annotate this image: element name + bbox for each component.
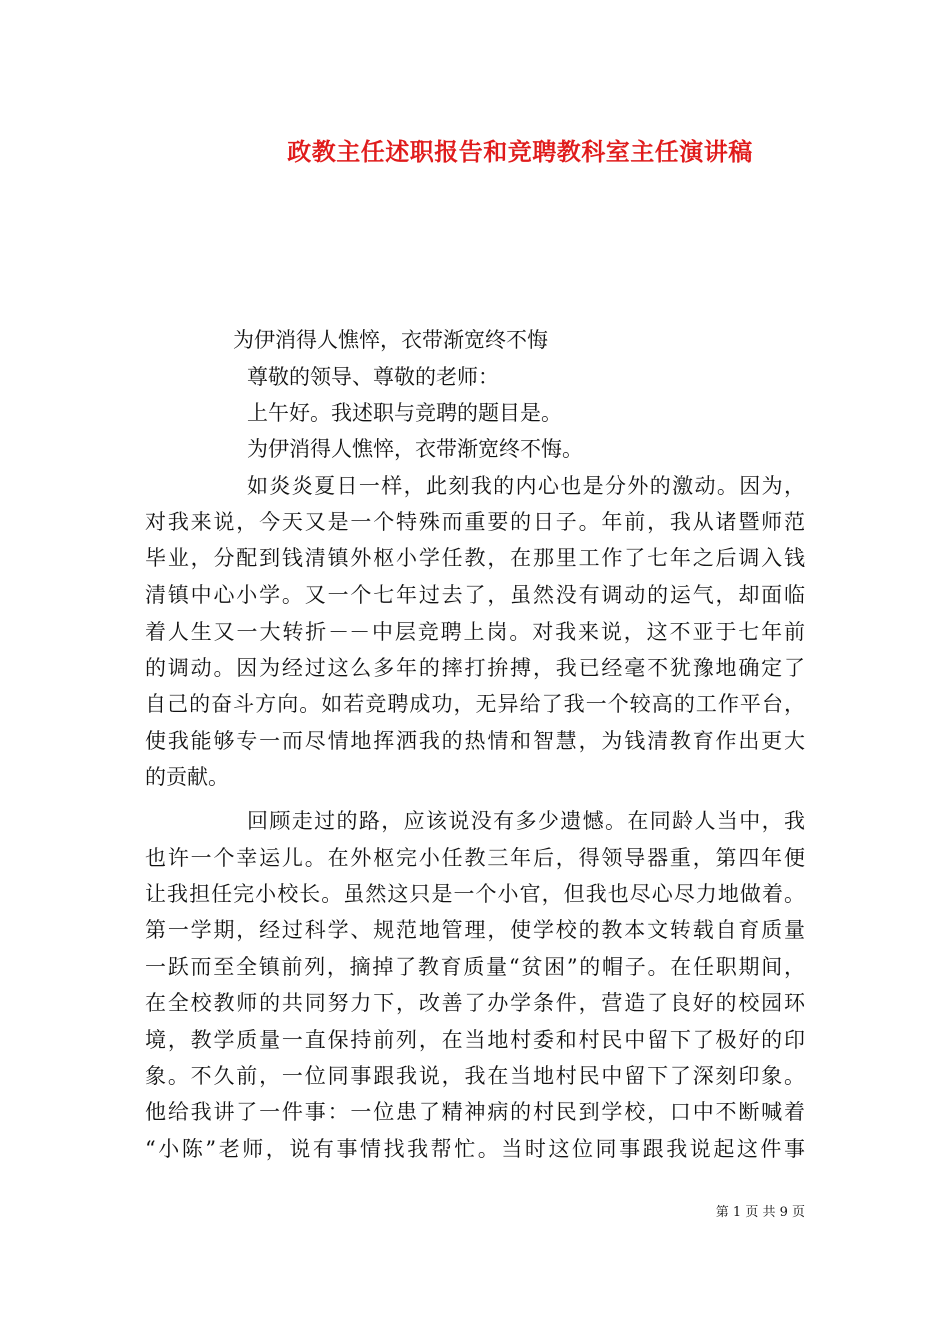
paragraph-line: 象。不久前，一位同事跟我说，我在当地村民中留下了深刻印象。	[145, 1064, 805, 1088]
paragraph-line: 第一学期，经过科学、规范地管理，使学校的教本文转载自育质量	[145, 918, 805, 942]
paragraph-line: 自己的奋斗方向。如若竞聘成功，无异给了我一个较高的工作平台，	[145, 692, 805, 716]
paragraph-line: 在全校教师的共同努力下，改善了办学条件，营造了良好的校园环	[145, 991, 805, 1015]
paragraph-line: 他给我讲了一件事：一位患了精神病的村民到学校，口中不断喊着	[145, 1100, 805, 1124]
paragraph-line: “小陈”老师，说有事情找我帮忙。当时这位同事跟我说起这件事	[145, 1137, 805, 1161]
paragraph-line: 使我能够专一而尽情地挥洒我的热情和智慧，为钱清教育作出更大	[145, 729, 805, 753]
paragraph-line: 着人生又一大转折－－中层竞聘上岗。对我来说，这不亚于七年前	[145, 620, 805, 644]
page-number: 第 1 页 共 9 页	[715, 1205, 805, 1220]
greeting-line: 上午好。我述职与竞聘的题目是。	[247, 401, 562, 425]
paragraph-line: 对我来说，今天又是一个特殊而重要的日子。年前，我从诸暨师范	[145, 510, 805, 534]
paragraph-line: 如炎炎夏日一样，此刻我的内心也是分外的激动。因为，	[247, 474, 805, 498]
topic-line: 为伊消得人憔悴，衣带渐宽终不悔。	[247, 437, 583, 461]
paragraph-line: 毕业，分配到钱清镇外枢小学任教，在那里工作了七年之后调入钱	[145, 546, 805, 570]
subtitle-line: 为伊消得人憔悴，衣带渐宽终不悔	[233, 328, 548, 352]
paragraph-line: 的贡献。	[145, 765, 229, 789]
salutation-line: 尊敬的领导、尊敬的老师：	[247, 365, 499, 389]
paragraph-line: 的调动。因为经过这么多年的摔打拚搏，我已经毫不犹豫地确定了	[145, 656, 805, 680]
document-title: 政教主任述职报告和竞聘教科室主任演讲稿	[287, 137, 753, 166]
paragraph-line: 让我担任完小校长。虽然这只是一个小官，但我也尽心尽力地做着。	[145, 882, 805, 906]
paragraph-line: 境，教学质量一直保持前列，在当地村委和村民中留下了极好的印	[145, 1028, 805, 1052]
paragraph-line: 一跃而至全镇前列，摘掉了教育质量“贫困”的帽子。在任职期间，	[145, 955, 805, 979]
paragraph-line: 也许一个幸运儿。在外枢完小任教三年后，得领导器重，第四年便	[145, 846, 805, 870]
paragraph-line: 回顾走过的路，应该说没有多少遗憾。在同龄人当中，我	[247, 809, 805, 833]
paragraph-line: 清镇中心小学。又一个七年过去了，虽然没有调动的运气，却面临	[145, 583, 805, 607]
